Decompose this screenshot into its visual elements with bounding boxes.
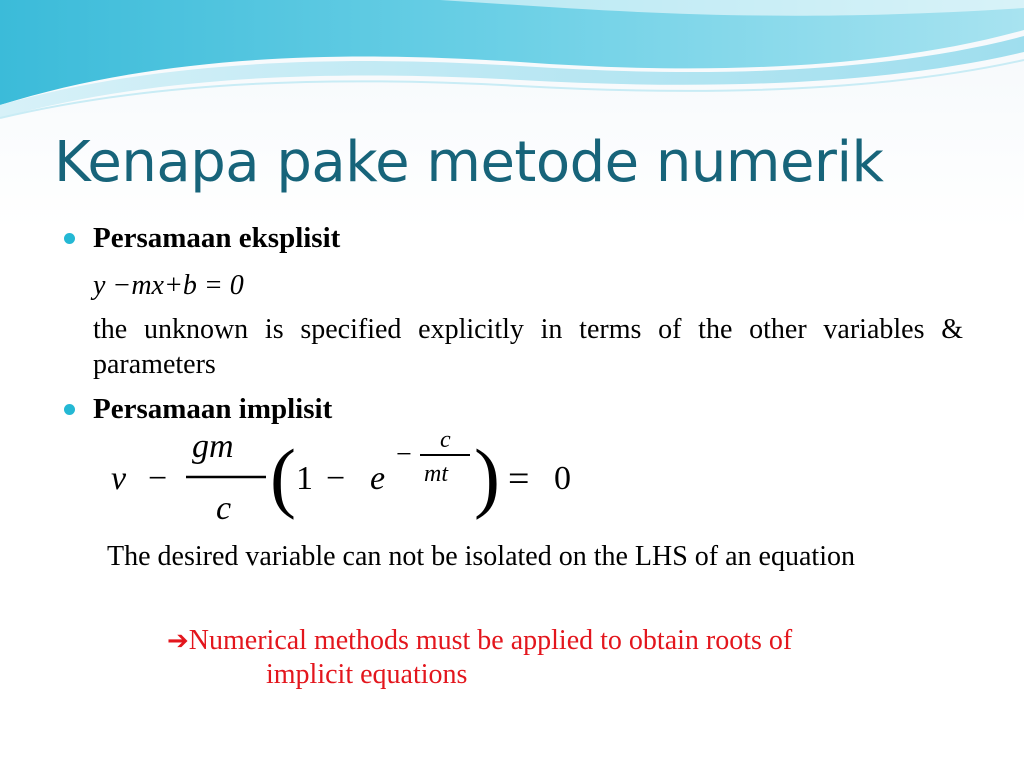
explicit-equation: y −mx+b = 0 xyxy=(93,270,244,301)
formula-minus: − xyxy=(148,460,168,497)
formula-numerator: gm xyxy=(192,428,234,465)
header-wave-decoration xyxy=(0,0,1024,130)
conclusion-text xyxy=(167,624,957,692)
formula-zero: 0 xyxy=(554,460,571,497)
formula-minus-2: − xyxy=(326,460,346,497)
formula-one: 1 xyxy=(296,460,313,497)
bullet-point-icon xyxy=(64,233,75,244)
implicit-equation-formula xyxy=(108,425,588,530)
conclusion-line-2: implicit equations xyxy=(266,659,468,690)
formula-e: e xyxy=(370,460,386,497)
bullet-heading-implicit: Persamaan implisit xyxy=(93,393,333,425)
right-arrow-icon: ➔ xyxy=(167,626,189,656)
formula-exp-denominator: mt xyxy=(424,461,448,487)
formula-equals: = xyxy=(508,458,530,500)
formula-v: v xyxy=(111,460,127,497)
slide-title: Kenapa pake metode numerik xyxy=(54,130,884,195)
formula-left-paren: ( xyxy=(270,433,296,520)
implicit-note: The desired variable can not be isolated on the LHS of an equation xyxy=(107,541,855,572)
bullet-point-icon xyxy=(64,404,75,415)
formula-denominator: c xyxy=(216,490,232,527)
conclusion-line-1: Numerical methods must be applied to obtain roots of xyxy=(188,625,793,656)
bullet-heading-explicit: Persamaan eksplisit xyxy=(93,222,341,254)
formula-exp-minus: − xyxy=(396,439,412,470)
formula-right-paren: ) xyxy=(474,433,500,520)
formula-exp-numerator: c xyxy=(440,427,451,453)
explicit-description: the unknown is specified explicitly in terms of the other variables & parameters xyxy=(93,314,963,380)
